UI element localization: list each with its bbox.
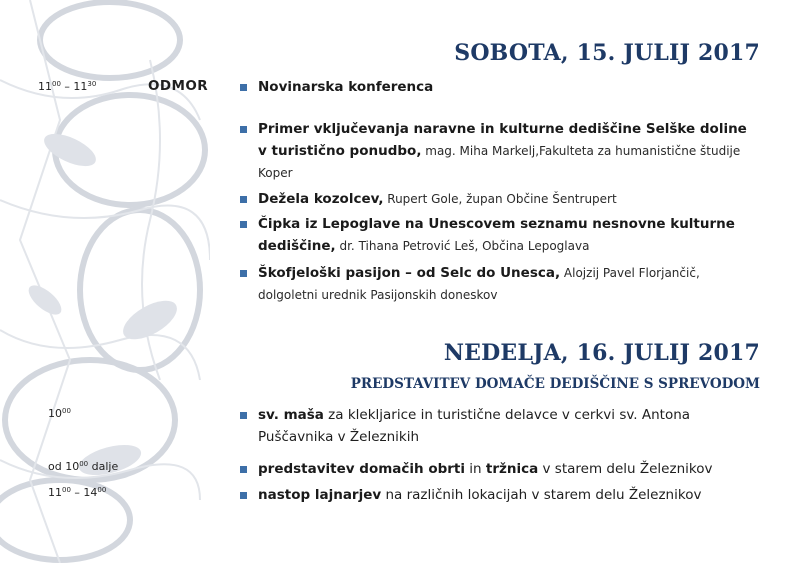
bullet-icon: [240, 221, 247, 228]
schedule-item: predstavitev domačih obrti in tržnica v starem delu Železnikov: [240, 458, 760, 480]
sunday-title: NEDELJA, 16. JULIJ 2017: [443, 340, 760, 366]
bullet-icon: [240, 492, 247, 499]
schedule-item: Novinarska konferenca: [240, 76, 760, 98]
schedule-item: Čipka iz Lepoglave na Unescovem seznamu nesnovne kulturne dediščine, dr. Tihana Petrović Leš, Občina Lepoglava: [240, 213, 760, 257]
bullet-icon: [240, 84, 247, 91]
schedule-item: nastop lajnarjev na različnih lokacijah v starem delu Železnikov: [240, 484, 760, 506]
bullet-icon: [240, 196, 247, 203]
schedule-item: sv. maša za klekljarice in turistične delavce v cerkvi sv. Antona Puščavnika v Železnikih: [240, 404, 760, 448]
bullet-icon: [240, 270, 247, 277]
sunday-time-2: od $10^{00}$ dalje: [48, 460, 119, 473]
bullet-icon: [240, 412, 247, 419]
bullet-icon: [240, 466, 247, 473]
schedule-item: Škofjeloški pasijon – od Selc do Unesca, Alojzij Pavel Florjančič, dolgoletni urednik Pasijonskih doneskov: [240, 262, 760, 306]
bullet-icon: [240, 126, 247, 133]
schedule-item: Primer vključevanja naravne in kulturne dediščine Selške doline v turistično ponudbo, mag. Miha Markelj,Fakulteta za humanistične študije Koper: [240, 118, 760, 184]
break-label: ODMOR: [148, 78, 208, 94]
sunday-time-1: $10^{00}$: [48, 407, 71, 420]
sunday-subtitle: PREDSTAVITEV DOMAČE DEDIŠČINE S SPREVODOM: [350, 376, 760, 392]
saturday-title: SOBOTA, 15. JULIJ 2017: [454, 40, 760, 66]
sunday-time-3: $11^{00} - 14^{00}$: [48, 486, 107, 499]
saturday-time-range: $11^{00} - 11^{30}$: [38, 80, 97, 93]
schedule-item: Dežela kozolcev, Rupert Gole, župan Občine Šentrupert: [240, 188, 760, 210]
